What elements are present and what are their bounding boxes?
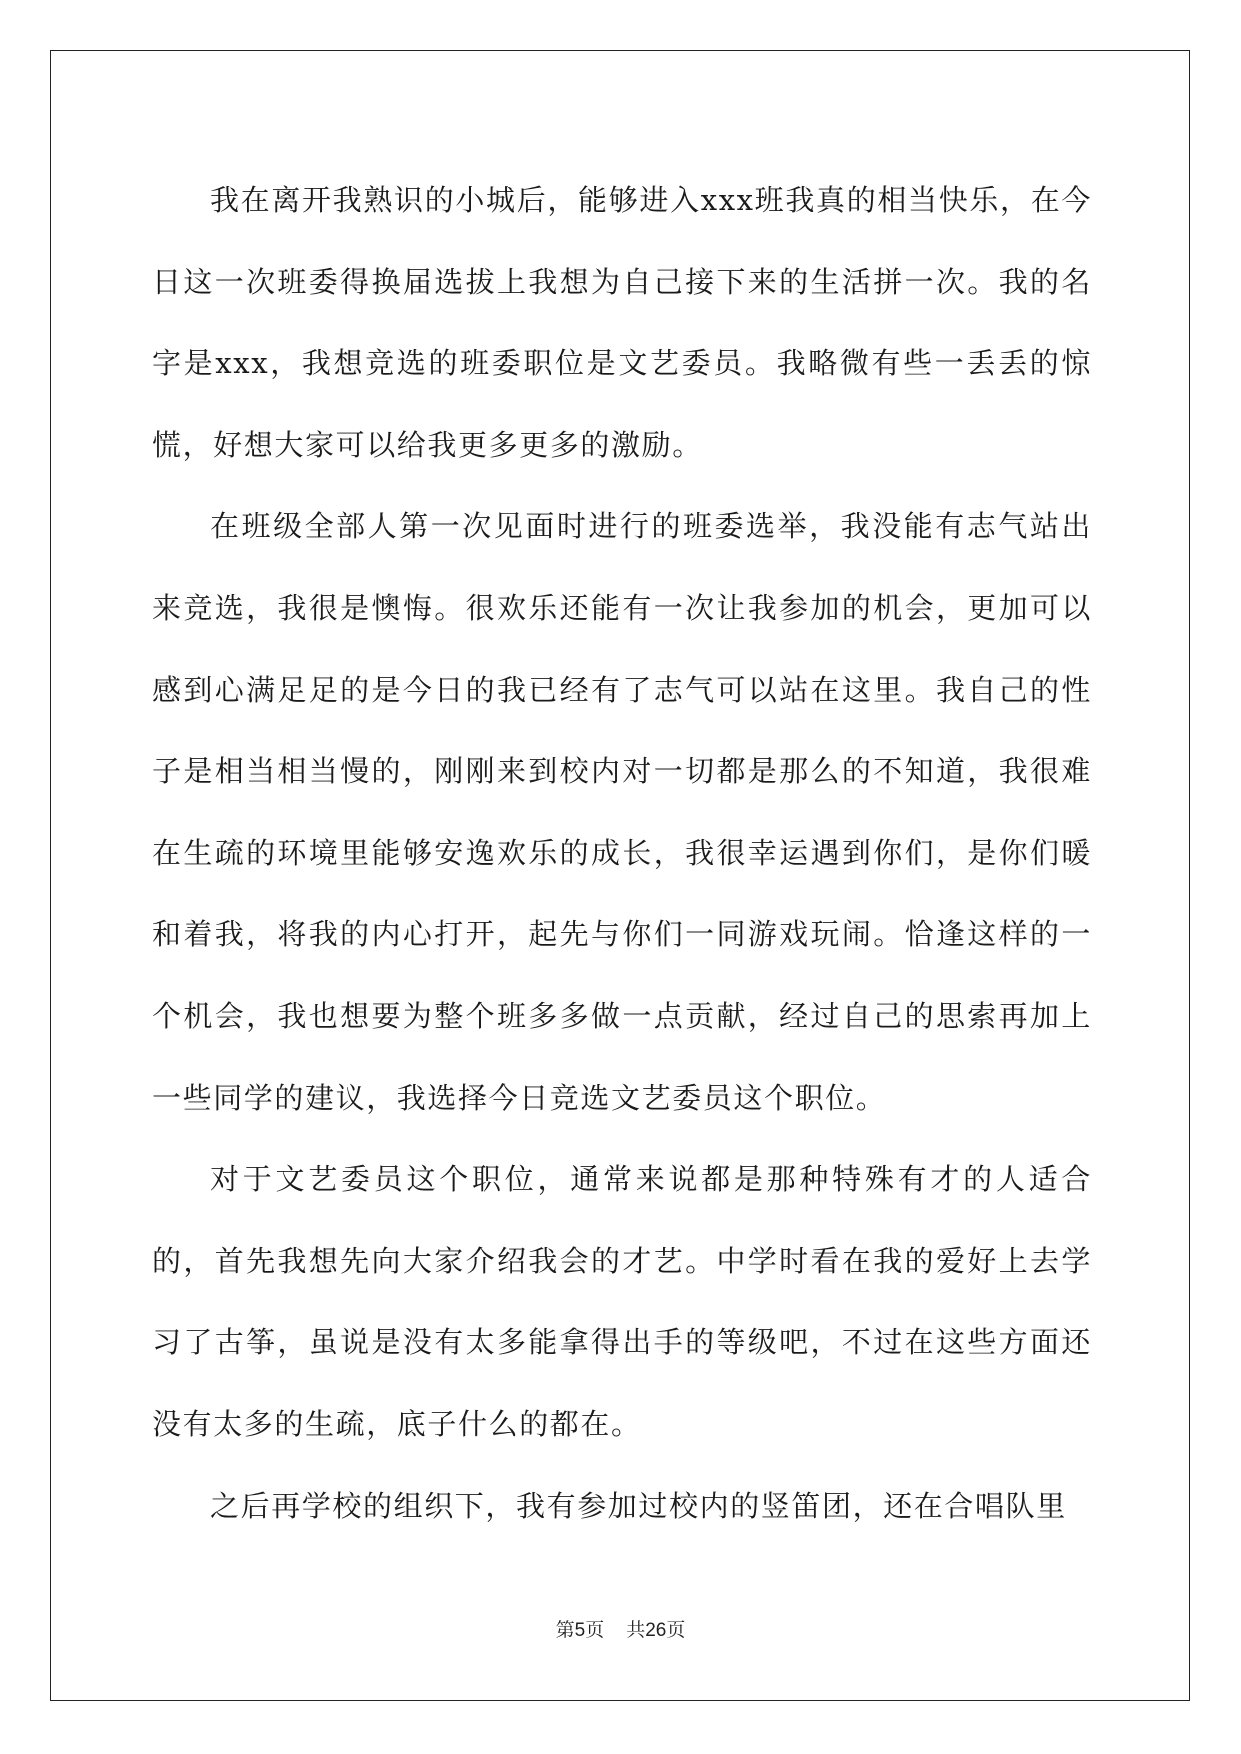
document-body xyxy=(152,160,1092,1547)
paragraph: 之后再学校的组织下，我有参加过校内的竖笛团，还在合唱队里 xyxy=(210,1488,1067,1523)
page-prefix: 第 xyxy=(555,1619,575,1641)
total-prefix: 共 xyxy=(626,1619,646,1641)
page-suffix: 页 xyxy=(585,1619,605,1641)
total-pages: 26 xyxy=(645,1620,667,1641)
paragraph: 对于文艺委员这个职位，通常来说都是那种特殊有才的人适合的，首先我想先向大家介绍我会的才艺。中学时看在我的爱好上去学习了古筝，虽说是没有太多能拿得出手的等级吧，不过在这些方面还没有太多的生疏，底子什么的都在。 xyxy=(152,1162,1092,1441)
paragraph: 我在离开我熟识的小城后，能够进入xxx班我真的相当快乐，在今日这一次班委得换届选拔上我想为自己接下来的生活拼一次。我的名字是xxx，我想竞选的班委职位是文艺委员。我略微有些一丢丢的惊慌，好想大家可以给我更多更多的激励。 xyxy=(152,183,1092,462)
page-footer xyxy=(0,1618,1241,1643)
page-number: 5 xyxy=(574,1620,586,1641)
paragraph: 在班级全部人第一次见面时进行的班委选举，我没能有志气站出来竞选，我很是懊悔。很欢乐还能有一次让我参加的机会，更加可以感到心满足足的是今日的我已经有了志气可以站在这里。我自己的性子是相当相当慢的，刚刚来到校内对一切都是那么的不知道，我很难在生疏的环境里能够安逸欢乐的成长，我很幸运遇到你们，是你们暖和着我，将我的内心打开，起先与你们一同游戏玩闹。恰逢这样的一个机会，我也想要为整个班多多做一点贡献，经过自己的思索再加上一些同学的建议，我选择今日竞选文艺委员这个职位。 xyxy=(152,509,1092,1115)
total-suffix: 页 xyxy=(666,1619,686,1641)
